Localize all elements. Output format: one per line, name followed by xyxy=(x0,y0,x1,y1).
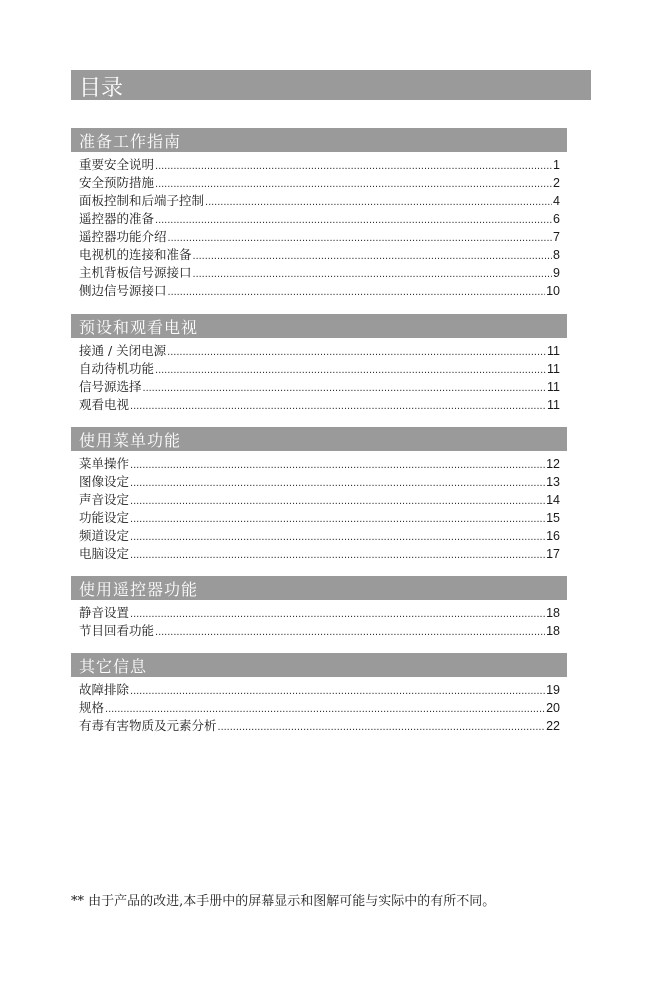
dot-leader xyxy=(193,247,553,265)
toc-entry[interactable] xyxy=(79,717,560,735)
toc-entry[interactable] xyxy=(79,491,560,509)
entry-page: 9 xyxy=(553,266,560,280)
entry-label: 重要安全说明 xyxy=(79,157,155,172)
toc-entry-list xyxy=(79,342,560,414)
entry-label: 故障排除 xyxy=(79,682,130,697)
entry-page: 15 xyxy=(546,511,560,525)
dot-leader xyxy=(130,682,545,700)
toc-entry-list xyxy=(79,455,560,563)
toc-entry-list xyxy=(79,156,560,300)
toc-entry[interactable] xyxy=(79,604,560,622)
section-heading: 使用菜单功能 xyxy=(79,431,182,450)
entry-page: 18 xyxy=(546,624,560,638)
entry-label: 菜单操作 xyxy=(79,456,130,471)
dot-leader xyxy=(155,623,545,641)
toc-section-other xyxy=(71,653,567,735)
page-title-bar xyxy=(71,70,591,100)
entry-label: 节目回看功能 xyxy=(79,623,155,638)
dot-leader xyxy=(168,283,546,301)
toc-entry[interactable] xyxy=(79,246,560,264)
entry-page: 20 xyxy=(546,701,560,715)
entry-page: 11 xyxy=(547,380,560,394)
dot-leader xyxy=(168,229,553,247)
entry-label: 静音设置 xyxy=(79,605,130,620)
entry-label: 有毒有害物质及元素分析 xyxy=(79,718,217,733)
toc-entry[interactable] xyxy=(79,174,560,192)
toc-entry[interactable] xyxy=(79,228,560,246)
toc-entry[interactable] xyxy=(79,156,560,174)
dot-leader xyxy=(143,379,547,397)
entry-label: 电脑设定 xyxy=(79,546,130,561)
entry-label: 侧边信号源接口 xyxy=(79,283,167,298)
dot-leader xyxy=(130,397,546,415)
toc-entry[interactable] xyxy=(79,396,560,414)
toc-entry[interactable] xyxy=(79,455,560,473)
section-heading-bar xyxy=(71,576,567,600)
section-heading-bar xyxy=(71,427,567,451)
entry-page: 12 xyxy=(546,457,560,471)
toc-section-presets xyxy=(71,314,567,414)
section-heading: 准备工作指南 xyxy=(79,132,182,151)
dot-leader xyxy=(155,175,552,193)
entry-page: 13 xyxy=(546,475,560,489)
toc-section-remote xyxy=(71,576,567,640)
dot-leader xyxy=(130,546,545,564)
entry-page: 4 xyxy=(553,194,560,208)
page-title: 目录 xyxy=(79,76,124,101)
entry-page: 7 xyxy=(553,230,560,244)
dot-leader xyxy=(155,211,552,229)
entry-page: 8 xyxy=(553,248,560,262)
section-heading-bar xyxy=(71,314,567,338)
toc-section-menu xyxy=(71,427,567,563)
dot-leader xyxy=(218,718,546,736)
entry-page: 11 xyxy=(547,398,560,412)
entry-page: 17 xyxy=(546,547,560,561)
dot-leader xyxy=(205,193,552,211)
toc-entry-list xyxy=(79,604,560,640)
footnote: ** 由于产品的改进,本手册中的屏幕显示和图解可能与实际中的有所不同。 xyxy=(71,894,496,909)
entry-label: 安全预防措施 xyxy=(79,175,155,190)
toc-entry[interactable] xyxy=(79,192,560,210)
dot-leader xyxy=(130,605,545,623)
toc-entry[interactable] xyxy=(79,264,560,282)
toc-entry[interactable] xyxy=(79,210,560,228)
entry-page: 2 xyxy=(553,176,560,190)
entry-page: 22 xyxy=(546,719,560,733)
toc-entry[interactable] xyxy=(79,282,560,300)
toc-entry[interactable] xyxy=(79,360,560,378)
dot-leader xyxy=(193,265,553,283)
toc-entry[interactable] xyxy=(79,699,560,717)
section-heading: 预设和观看电视 xyxy=(79,318,199,337)
entry-page: 11 xyxy=(547,362,560,376)
entry-page: 6 xyxy=(553,212,560,226)
dot-leader xyxy=(130,510,545,528)
toc-entry[interactable] xyxy=(79,622,560,640)
toc-entry[interactable] xyxy=(79,545,560,563)
entry-label: 自动待机功能 xyxy=(79,361,155,376)
toc-entry[interactable] xyxy=(79,473,560,491)
toc-entry[interactable] xyxy=(79,378,560,396)
dot-leader xyxy=(130,456,545,474)
dot-leader xyxy=(130,528,545,546)
section-heading-bar xyxy=(71,128,567,152)
entry-label: 观看电视 xyxy=(79,397,130,412)
toc-entry[interactable] xyxy=(79,342,560,360)
entry-label: 频道设定 xyxy=(79,528,130,543)
entry-label: 功能设定 xyxy=(79,510,130,525)
entry-label: 遥控器功能介绍 xyxy=(79,229,167,244)
toc-entry-list xyxy=(79,681,560,735)
entry-page: 14 xyxy=(546,493,560,507)
section-heading-bar xyxy=(71,653,567,677)
entry-label: 遥控器的准备 xyxy=(79,211,155,226)
entry-label: 主机背板信号源接口 xyxy=(79,265,192,280)
dot-leader xyxy=(155,361,546,379)
entry-page: 18 xyxy=(546,606,560,620)
toc-entry[interactable] xyxy=(79,681,560,699)
entry-page: 19 xyxy=(546,683,560,697)
section-heading: 使用遥控器功能 xyxy=(79,580,199,599)
dot-leader xyxy=(130,492,545,510)
toc-entry[interactable] xyxy=(79,527,560,545)
entry-page: 10 xyxy=(546,284,560,298)
entry-label: 电视机的连接和准备 xyxy=(79,247,192,262)
section-heading: 其它信息 xyxy=(79,657,148,676)
entry-label: 接通 / 关闭电源 xyxy=(79,343,167,358)
toc-entry[interactable] xyxy=(79,509,560,527)
toc-section-preparation xyxy=(71,128,567,300)
entry-label: 面板控制和后端子控制 xyxy=(79,193,205,208)
entry-label: 图像设定 xyxy=(79,474,130,489)
entry-page: 16 xyxy=(546,529,560,543)
entry-page: 1 xyxy=(553,158,560,172)
dot-leader xyxy=(167,343,546,361)
entry-label: 规格 xyxy=(79,700,105,715)
entry-label: 信号源选择 xyxy=(79,379,142,394)
dot-leader xyxy=(105,700,545,718)
dot-leader xyxy=(130,474,545,492)
entry-label: 声音设定 xyxy=(79,492,130,507)
entry-page: 11 xyxy=(547,344,560,358)
dot-leader xyxy=(155,157,552,175)
